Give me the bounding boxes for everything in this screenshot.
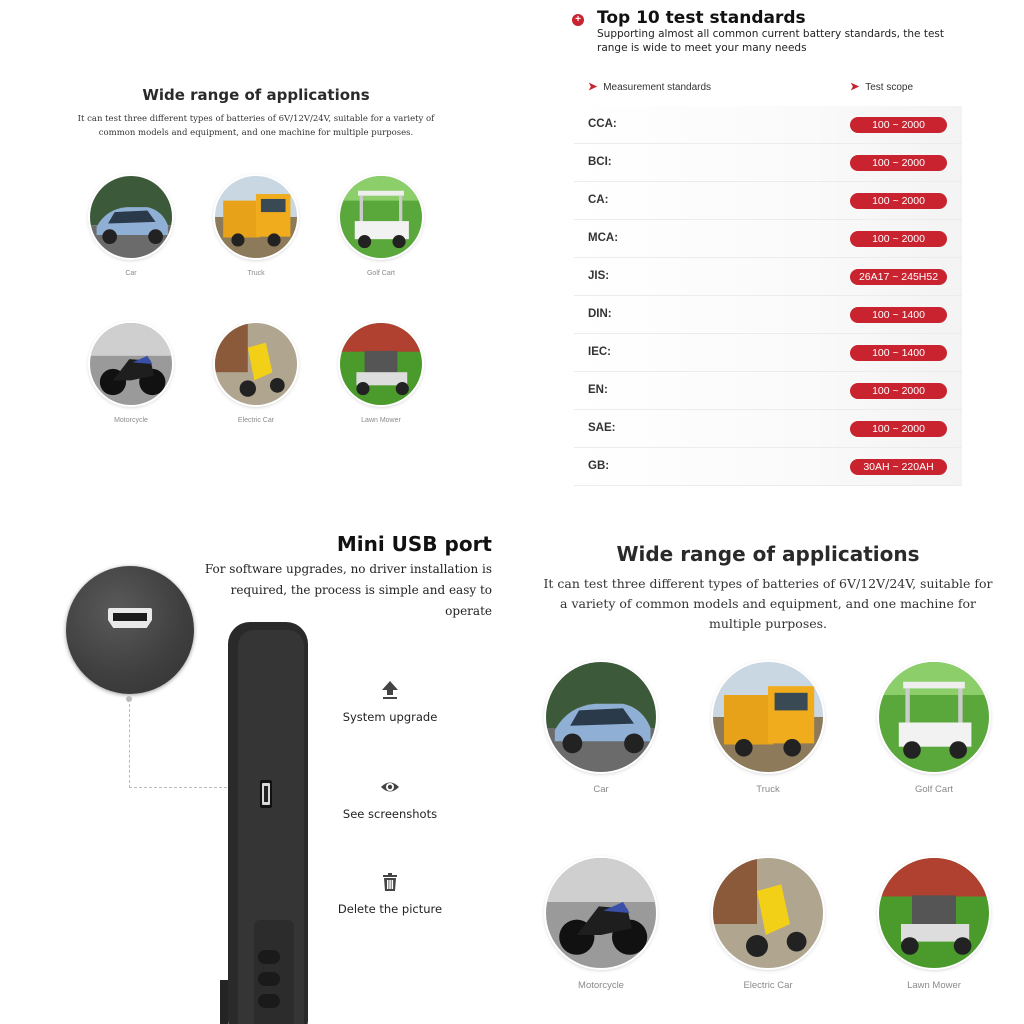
callout-dot	[126, 696, 132, 702]
table-row	[574, 144, 962, 182]
scope-badge: 100 ~ 1400	[850, 307, 947, 323]
car-photo	[90, 176, 172, 258]
standards-table	[574, 106, 962, 486]
applications-title: Wide range of applications	[616, 542, 920, 566]
feature-label: See screenshots	[342, 807, 438, 821]
application-label: Lawn Mower	[361, 417, 401, 424]
application-label: Car	[125, 270, 137, 277]
car-photo	[546, 662, 656, 772]
lawn-mower-photo	[879, 858, 989, 968]
application-label: Electric Car	[743, 980, 793, 991]
feature-label: System upgrade	[342, 710, 438, 724]
application-label: Car	[593, 784, 609, 795]
standard-name: GB:	[588, 460, 610, 472]
table-row	[574, 410, 962, 448]
application-label: Truck	[247, 270, 265, 277]
arrow-right-icon: ➤	[588, 81, 598, 93]
lawn-mower-photo	[340, 323, 422, 405]
application-label: Golf Cart	[366, 270, 395, 277]
application-item-electric-car	[712, 858, 824, 991]
scope-badge: 26A17 ~ 245H52	[850, 269, 947, 285]
standards-panel	[512, 0, 1024, 512]
applications-description: It can test three different types of batteries of 6V/12V/24V, suitable for a variety of common models and equipment, and one machine for multiple purposes.	[77, 114, 435, 138]
golf-cart-photo	[879, 662, 989, 772]
electric-scooter-photo	[713, 858, 823, 968]
standard-name: IEC:	[588, 346, 611, 358]
battery-tester-device	[220, 620, 312, 1024]
plus-icon: +	[572, 14, 584, 26]
standards-title: Top 10 test standards	[597, 8, 806, 28]
standard-name: SAE:	[588, 422, 616, 434]
table-row	[574, 448, 962, 486]
standard-name: CA:	[588, 194, 609, 206]
standard-name: EN:	[588, 384, 608, 396]
table-row	[574, 182, 962, 220]
application-item-lawn-mower	[339, 323, 423, 424]
feature-delete-picture	[330, 872, 450, 918]
scope-badge: 30AH ~ 220AH	[850, 459, 947, 475]
application-item-car	[545, 662, 657, 795]
applications-panel-large	[512, 512, 1024, 1024]
usb-description: For software upgrades, no driver installation is required, the process is simple and easy to operate	[204, 562, 492, 618]
application-label: Motorcycle	[578, 980, 624, 991]
application-item-truck	[712, 662, 824, 795]
application-label: Golf Cart	[914, 784, 953, 795]
standard-name: DIN:	[588, 308, 612, 320]
table-row	[574, 106, 962, 144]
column-header-scope: ➤ Test scope	[850, 81, 914, 93]
application-item-motorcycle	[89, 323, 173, 424]
application-item-truck	[214, 176, 298, 277]
application-item-car	[89, 176, 173, 277]
eye-icon	[380, 777, 400, 797]
standards-subtitle: Supporting almost all common current battery standards, the test range is wide to meet your many needs	[597, 28, 945, 54]
feature-label: Delete the picture	[337, 902, 443, 916]
usb-port-zoom	[66, 566, 194, 694]
mini-usb-icon	[108, 608, 152, 628]
application-item-motorcycle	[545, 858, 657, 991]
column-header-measurement: ➤ Measurement standards	[588, 81, 712, 93]
electric-scooter-photo	[215, 323, 297, 405]
table-row	[574, 372, 962, 410]
motorcycle-photo	[546, 858, 656, 968]
standard-name: CCA:	[588, 118, 617, 130]
standard-name: BCI:	[588, 156, 612, 168]
trash-icon	[380, 872, 400, 892]
scope-badge: 100 ~ 2000	[850, 383, 947, 399]
truck-photo	[215, 176, 297, 258]
table-row	[574, 296, 962, 334]
scope-badge: 100 ~ 2000	[850, 231, 947, 247]
application-label: Truck	[756, 784, 780, 795]
upload-arrow-icon	[380, 680, 400, 700]
applications-title: Wide range of applications	[142, 86, 370, 104]
motorcycle-photo	[90, 323, 172, 405]
standard-name: MCA:	[588, 232, 619, 244]
table-row	[574, 334, 962, 372]
application-item-golf-cart	[878, 662, 990, 795]
golf-cart-photo	[340, 176, 422, 258]
scope-badge: 100 ~ 1400	[850, 345, 947, 361]
scope-badge: 100 ~ 2000	[850, 155, 947, 171]
application-label: Motorcycle	[114, 417, 148, 424]
applications-panel-small	[0, 0, 512, 512]
usb-port-panel	[0, 512, 512, 1024]
scope-badge: 100 ~ 2000	[850, 117, 947, 133]
application-item-golf-cart	[339, 176, 423, 277]
application-label: Electric Car	[237, 417, 275, 424]
table-row	[574, 258, 962, 296]
application-item-lawn-mower	[878, 858, 990, 991]
arrow-right-icon: ➤	[850, 81, 860, 93]
usb-title: Mini USB port	[336, 532, 492, 556]
scope-badge: 100 ~ 2000	[850, 193, 947, 209]
table-row	[574, 220, 962, 258]
feature-see-screenshots	[330, 777, 450, 823]
feature-system-upgrade	[330, 680, 450, 726]
application-label: Lawn Mower	[907, 980, 961, 991]
truck-photo	[713, 662, 823, 772]
standard-name: JIS:	[588, 270, 610, 282]
application-item-electric-car	[214, 323, 298, 424]
scope-badge: 100 ~ 2000	[850, 421, 947, 437]
applications-description: It can test three different types of batteries of 6V/12V/24V, suitable for a variety of common models and equipment, and one machine for multiple purposes.	[543, 576, 993, 631]
